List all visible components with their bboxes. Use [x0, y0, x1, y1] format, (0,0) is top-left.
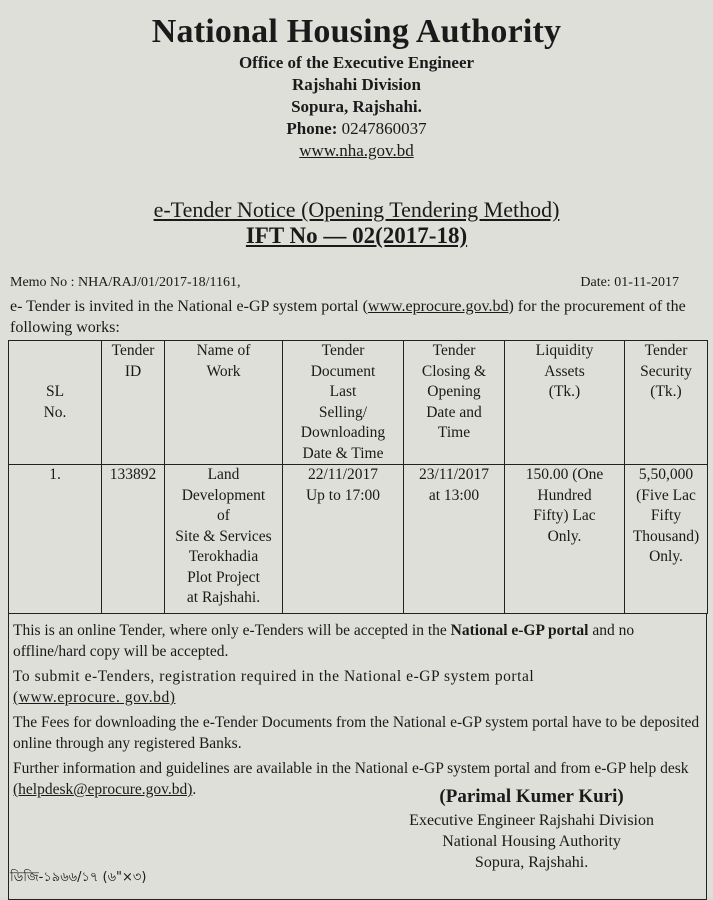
cell-line: ID — [124, 362, 142, 380]
cell-line: Name of — [196, 342, 251, 359]
registration-paragraph — [13, 666, 702, 708]
signer-organization: National Housing Authority — [442, 833, 621, 850]
cell-line: Tender — [111, 342, 155, 359]
cell-line: Tender — [644, 342, 688, 359]
cell-line: (Five Lac — [636, 486, 696, 504]
cell-line: Land — [207, 466, 240, 483]
cell-security — [625, 465, 708, 614]
division-name: Rajshahi Division — [292, 75, 421, 94]
cell-liquidity — [505, 465, 625, 614]
cell-line: Work — [206, 362, 241, 380]
cell-work-name — [165, 465, 283, 614]
cell-line: Only. — [649, 548, 683, 565]
cell-line: Up to 17:00 — [305, 486, 381, 504]
cell-line: of — [217, 507, 230, 524]
notice-date: Date: 01-11-2017 — [580, 275, 679, 290]
p1-bold-text: National e-GP portal — [450, 622, 589, 639]
cell-line: Liquidity — [535, 342, 594, 359]
header-work-name — [165, 341, 283, 465]
signer-name: (Parimal Kumer Kuri) — [439, 786, 624, 807]
cell-line: Time — [437, 424, 471, 441]
phone-line — [0, 118, 713, 140]
cell-sl: 1. — [9, 465, 102, 614]
signer-address: Sopura, Rajshahi. — [474, 854, 589, 871]
cell-line: Last — [329, 383, 357, 400]
cell-line: Assets — [544, 362, 585, 380]
cell-line: Selling/ — [318, 403, 368, 421]
header-security — [625, 341, 708, 465]
cell-line: (Tk.) — [548, 383, 581, 400]
organization-name: National Housing Authority — [151, 13, 562, 50]
p2-text: To submit e-Tenders, registration required in the National e-GP system portal — [13, 668, 535, 685]
cell-line: Fifty) Lac — [533, 507, 596, 524]
p2-portal-link[interactable]: (www.eprocure. gov.bd) — [13, 689, 176, 706]
notice-title: e-Tender Notice (Opening Tendering Method) — [153, 197, 560, 222]
dfp-reference: ডিজি-১৯৬৬/১৭ (৬"×৩) — [10, 870, 147, 885]
cell-line: Only. — [547, 527, 582, 545]
p1-text-pre: This is an online Tender, where only e-Tenders will be accepted in the — [13, 622, 451, 639]
fees-paragraph: The Fees for downloading the e-Tender Documents from the National e-GP system portal have to be deposited online through any registered Banks. — [13, 714, 700, 752]
cell-line: Document — [310, 362, 376, 380]
cell-document-date — [283, 465, 404, 614]
phone-label: Phone: — [286, 119, 338, 138]
cell-line: Tender — [432, 342, 476, 359]
cell-line: Closing & — [421, 362, 487, 380]
cell-line: at Rajshahi. — [186, 589, 261, 606]
table-header-row — [9, 341, 708, 465]
cell-line: 150.00 (One — [525, 466, 604, 483]
cell-line: Site & Services — [175, 527, 272, 545]
memo-number: Memo No : NHA/RAJ/01/2017-18/1161, — [10, 275, 241, 290]
cell-line: Tender — [321, 342, 365, 359]
table-row — [9, 465, 708, 614]
cell-line: Opening — [427, 383, 481, 400]
cell-line: Downloading — [300, 424, 386, 441]
cell-line: 22/11/2017 — [307, 466, 379, 483]
cell-line: Terokhadia — [188, 548, 259, 565]
header-sl — [9, 341, 102, 465]
eprocure-link[interactable]: www.eprocure.gov.bd — [367, 298, 509, 315]
ift-number: IFT No — 02(2017-18) — [245, 223, 468, 248]
memo-row — [0, 274, 713, 292]
p4-text-post: . — [192, 781, 197, 798]
online-tender-paragraph — [13, 620, 702, 662]
cell-line: 23/11/2017 — [418, 466, 490, 483]
cell-line: Plot Project — [187, 568, 260, 586]
cell-line: SL — [45, 383, 65, 400]
cell-line: Development — [181, 486, 266, 504]
signer-title: Executive Engineer Rajshahi Division — [409, 812, 654, 829]
intro-text-pre: e- Tender is invited in the National e-GP system portal ( — [10, 298, 368, 315]
intro-paragraph — [0, 296, 713, 338]
office-name: Office of the Executive Engineer — [238, 53, 475, 72]
intro-text-post: ) for the procurement of the following works: — [10, 298, 686, 336]
helpdesk-link[interactable]: (helpdesk@eprocure.gov.bd) — [13, 781, 193, 798]
terms-box — [8, 614, 707, 900]
p4-text-pre: Further information and guidelines are available in the National e-GP system portal and from e-GP help desk — [13, 760, 689, 777]
cell-line: Security — [640, 362, 692, 380]
signature-block — [409, 784, 654, 873]
header-document-date — [283, 341, 404, 465]
header-closing-date — [404, 341, 505, 465]
header-liquidity — [505, 341, 625, 465]
cell-line: Fifty — [650, 507, 682, 524]
p1-text-post: and no offline/hard copy will be accepted. — [13, 622, 635, 660]
cell-line: No. — [43, 403, 67, 421]
cell-line: at 13:00 — [428, 486, 480, 504]
cell-line: 5,50,000 — [638, 466, 694, 483]
notice-header — [0, 0, 713, 162]
cell-line: (Tk.) — [650, 383, 682, 400]
cell-line: Date & Time — [302, 444, 384, 462]
cell-line: Date and — [426, 403, 482, 421]
cell-tender-id: 133892 — [102, 465, 165, 614]
works-table — [8, 340, 708, 614]
header-tender-id — [102, 341, 165, 465]
cell-line: Hundred — [537, 486, 592, 504]
cell-closing-date — [404, 465, 505, 614]
cell-line: Thousand) — [632, 527, 700, 545]
website-link[interactable]: www.nha.gov.bd — [299, 141, 414, 160]
phone-number: 0247860037 — [341, 119, 427, 138]
office-address: Sopura, Rajshahi. — [291, 97, 422, 116]
